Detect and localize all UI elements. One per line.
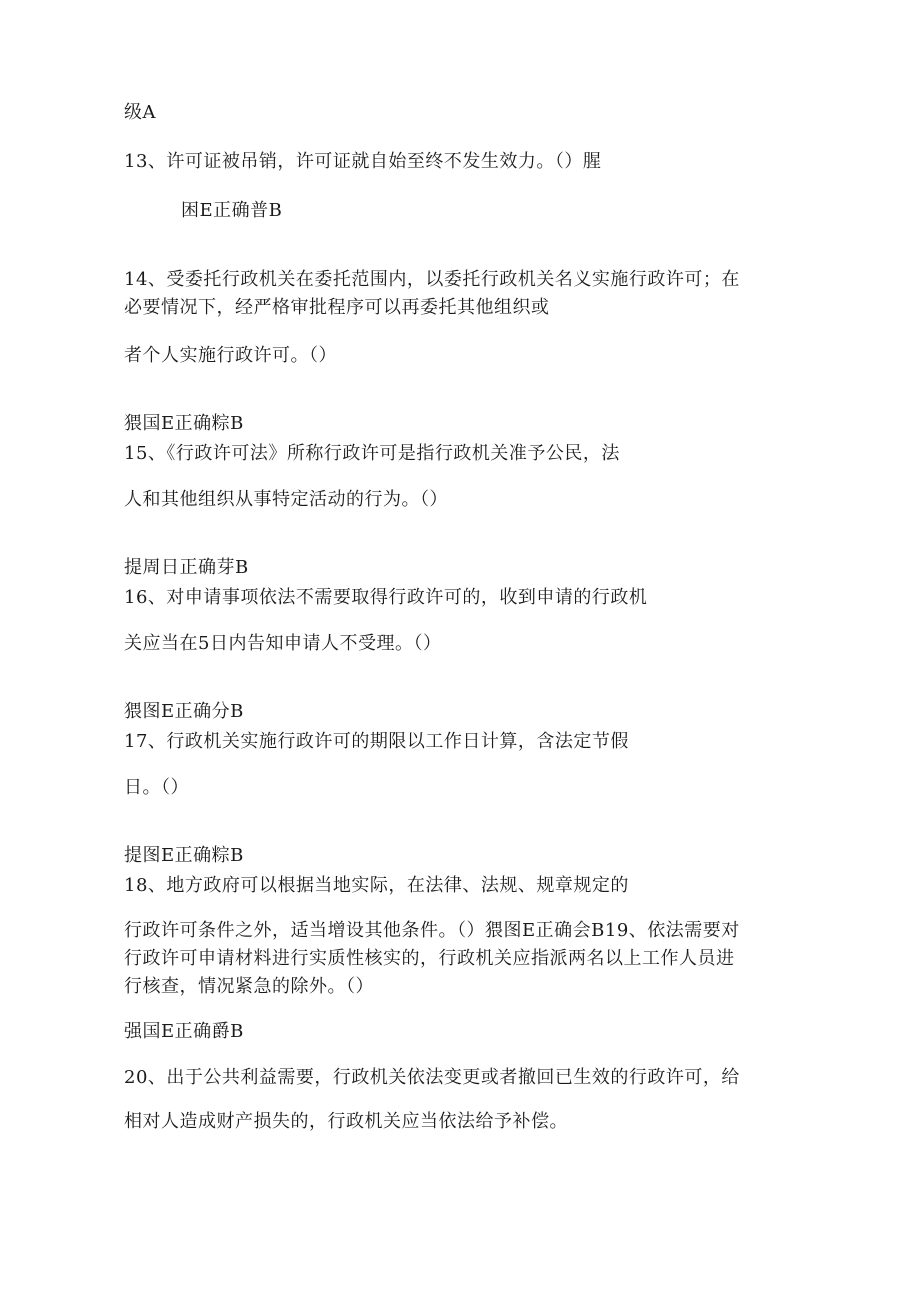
question-15-text: 人和其他组织从事特定活动的行为。（） (124, 489, 448, 510)
question-14-text: 14、受委托行政机关在委托范围内，以委托行政机关名义实施行政许可；在 (124, 269, 740, 290)
question-16-text: 16、对申请事项依法不需要取得行政许可的，收到申请的行政机 (124, 587, 648, 608)
text-line: 级A (124, 102, 156, 123)
answer-15: 提周日正确芽B (124, 557, 249, 578)
question-14-text: 者个人实施行政许可。（） (124, 345, 337, 366)
question-15-text: 15、《行政许可法》所称行政许可是指行政机关准予公民，法 (124, 443, 620, 464)
question-17-text: 日。（） (124, 777, 189, 798)
question-18-text: 行政许可条件之外，适当增设其他条件。（）猥图E正确会B19、依法需要对 (124, 920, 740, 941)
answer-19: 强国E正确爵B (124, 1021, 244, 1042)
question-19-text: 行核查，情况紧急的除外。（） (124, 976, 374, 997)
question-20-text: 20、出于公共利益需要，行政机关依法变更或者撤回已生效的行政许可，给 (124, 1067, 740, 1088)
answer-13: 困E正确普B (181, 200, 283, 221)
question-19-text: 行政许可申请材料进行实质性核实的，行政机关应指派两名以上工作人员进 (124, 948, 735, 969)
question-16-text: 关应当在5日内告知申请人不受理。（） (124, 633, 442, 654)
question-13-text: 13、许可证被吊销，许可证就自始至终不发生效力。（）腥 (124, 151, 602, 172)
question-20-text: 相对人造成财产损失的，行政机关应当依法给予补偿。 (124, 1111, 568, 1132)
answer-17: 提图E正确粽B (124, 845, 244, 866)
answer-16: 猥图E正确分B (124, 701, 244, 722)
question-18-text: 18、地方政府可以根据当地实际，在法律、法规、规章规定的 (124, 875, 629, 896)
question-14-text: 必要情况下，经严格审批程序可以再委托其他组织或 (124, 297, 550, 318)
answer-14: 猥国E正确粽B (124, 413, 244, 434)
question-17-text: 17、行政机关实施行政许可的期限以工作日计算，含法定节假 (124, 731, 629, 752)
